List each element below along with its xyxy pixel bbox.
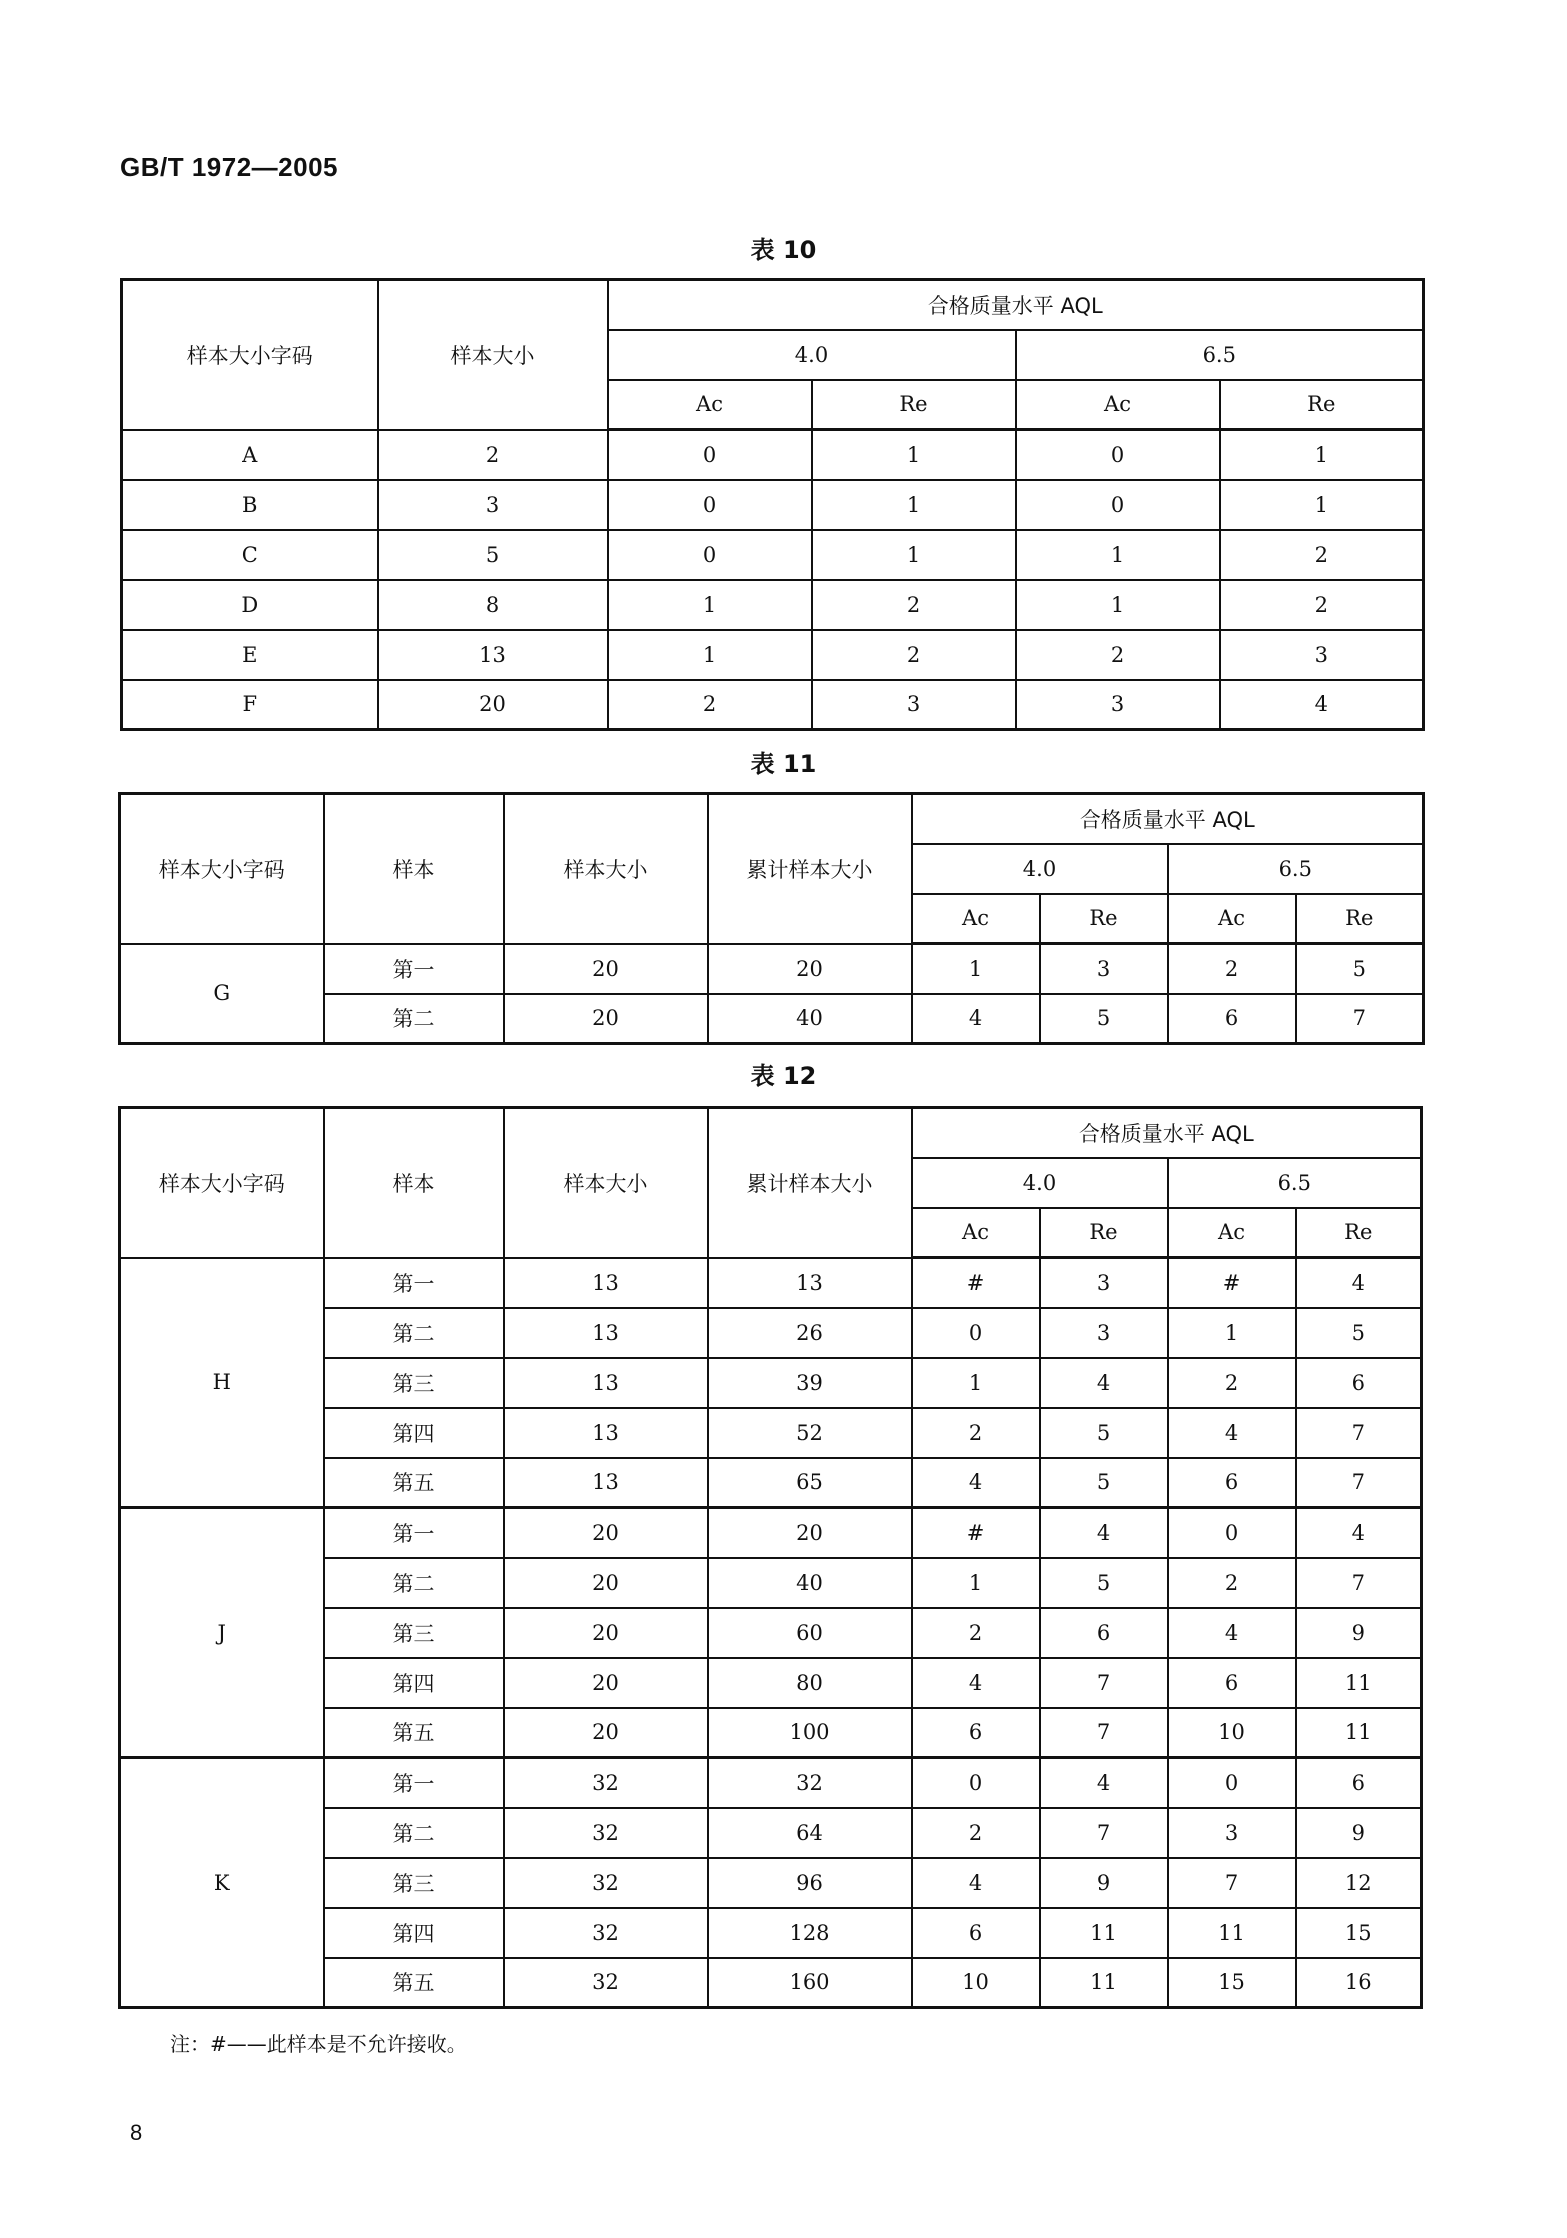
table-row: [122, 530, 1424, 580]
header-size: 样本大小: [378, 280, 608, 430]
size-cell: 20: [504, 1608, 708, 1658]
code-cell: G: [120, 944, 324, 1044]
table12-note: 注：#——此样本是不允许接收。: [170, 2032, 467, 2056]
re-cell: 15: [1296, 1908, 1422, 1958]
table10-caption: 表 10: [750, 236, 817, 264]
cumulative-cell: 96: [708, 1858, 912, 1908]
sample-cell: 第一: [324, 1258, 504, 1308]
sample-cell: 第三: [324, 1358, 504, 1408]
re-cell: 4: [1296, 1258, 1422, 1308]
ac-cell: 10: [1168, 1708, 1296, 1758]
size-cell: 32: [504, 1808, 708, 1858]
size-cell: 13: [504, 1358, 708, 1408]
header-ac: Ac: [912, 894, 1040, 944]
size-cell: 20: [504, 1508, 708, 1558]
re-cell: 7: [1296, 994, 1424, 1044]
table-row: [122, 480, 1424, 530]
page-number: 8: [130, 2120, 143, 2145]
cumulative-cell: 20: [708, 1508, 912, 1558]
re-cell: 6: [1296, 1358, 1422, 1408]
ac-cell: 10: [912, 1958, 1040, 2008]
ac-cell: 6: [1168, 1458, 1296, 1508]
re-cell: 6: [1040, 1608, 1168, 1658]
size-cell: 20: [504, 944, 708, 994]
ac-cell: 3: [1168, 1808, 1296, 1858]
ac-cell: 6: [912, 1908, 1040, 1958]
ac-cell: 0: [608, 480, 812, 530]
ac-cell: #: [912, 1508, 1040, 1558]
header-cumulative: 累计样本大小: [708, 794, 912, 944]
re-cell: 7: [1040, 1708, 1168, 1758]
ac-cell: 0: [608, 430, 812, 480]
re-cell: 9: [1296, 1808, 1422, 1858]
re-cell: 6: [1296, 1758, 1422, 1808]
standard-number: GB/T 1972—2005: [120, 152, 339, 182]
ac-cell: #: [1168, 1258, 1296, 1308]
re-cell: 5: [1040, 994, 1168, 1044]
header-aql-level: 4.0: [912, 1158, 1168, 1208]
ac-cell: 7: [1168, 1858, 1296, 1908]
re-cell: 2: [812, 630, 1016, 680]
ac-cell: 6: [1168, 1658, 1296, 1708]
header-aql-level: 6.5: [1168, 1158, 1422, 1208]
size-cell: 32: [504, 1958, 708, 2008]
cumulative-cell: 52: [708, 1408, 912, 1458]
re-cell: 12: [1296, 1858, 1422, 1908]
sample-cell: 第五: [324, 1958, 504, 2008]
re-cell: 4: [1040, 1358, 1168, 1408]
size-cell: 13: [504, 1308, 708, 1358]
table-row: [122, 430, 1424, 480]
header-code: 样本大小字码: [122, 280, 378, 430]
re-cell: 1: [812, 430, 1016, 480]
code-cell: A: [122, 430, 378, 480]
sample-cell: 第四: [324, 1658, 504, 1708]
code-cell: C: [122, 530, 378, 580]
re-cell: 2: [1220, 580, 1424, 630]
re-cell: 11: [1040, 1958, 1168, 2008]
ac-cell: #: [912, 1258, 1040, 1308]
re-cell: 1: [812, 530, 1016, 580]
size-cell: 8: [378, 580, 608, 630]
code-cell: F: [122, 680, 378, 730]
cumulative-cell: 13: [708, 1258, 912, 1308]
header-re: Re: [1040, 1208, 1168, 1258]
ac-cell: 6: [912, 1708, 1040, 1758]
sample-cell: 第四: [324, 1408, 504, 1458]
ac-cell: 1: [608, 580, 812, 630]
sample-cell: 第二: [324, 994, 504, 1044]
table-row: [120, 1758, 1422, 1808]
cumulative-cell: 20: [708, 944, 912, 994]
ac-cell: 0: [1016, 480, 1220, 530]
header-aql-level: 4.0: [608, 330, 1016, 380]
re-cell: 3: [812, 680, 1016, 730]
size-cell: 20: [504, 1558, 708, 1608]
re-cell: 2: [812, 580, 1016, 630]
re-cell: 5: [1040, 1558, 1168, 1608]
header-aql: 合格质量水平 AQL: [912, 1108, 1422, 1158]
table11: [118, 792, 1425, 1045]
header-ac: Ac: [608, 380, 812, 430]
ac-cell: 1: [1016, 580, 1220, 630]
ac-cell: 4: [912, 1658, 1040, 1708]
size-cell: 20: [378, 680, 608, 730]
re-cell: 11: [1040, 1908, 1168, 1958]
re-cell: 9: [1040, 1858, 1168, 1908]
sample-cell: 第二: [324, 1808, 504, 1858]
table10: [120, 278, 1425, 731]
ac-cell: 15: [1168, 1958, 1296, 2008]
header-cumulative: 累计样本大小: [708, 1108, 912, 1258]
size-cell: 5: [378, 530, 608, 580]
ac-cell: 0: [608, 530, 812, 580]
ac-cell: 2: [1168, 1358, 1296, 1408]
cumulative-cell: 65: [708, 1458, 912, 1508]
ac-cell: 1: [1016, 530, 1220, 580]
cumulative-cell: 40: [708, 1558, 912, 1608]
sample-cell: 第一: [324, 1508, 504, 1558]
sample-cell: 第二: [324, 1558, 504, 1608]
header-ac: Ac: [1168, 1208, 1296, 1258]
table-row: [120, 944, 1424, 994]
re-cell: 11: [1296, 1658, 1422, 1708]
re-cell: 3: [1040, 944, 1168, 994]
re-cell: 4: [1220, 680, 1424, 730]
re-cell: 9: [1296, 1608, 1422, 1658]
table-row: [122, 680, 1424, 730]
size-cell: 13: [504, 1408, 708, 1458]
ac-cell: 4: [1168, 1408, 1296, 1458]
ac-cell: 0: [1168, 1758, 1296, 1808]
re-cell: 4: [1296, 1508, 1422, 1558]
code-cell: K: [120, 1758, 324, 2008]
sample-cell: 第五: [324, 1458, 504, 1508]
header-aql-level: 4.0: [912, 844, 1168, 894]
ac-cell: 11: [1168, 1908, 1296, 1958]
table12-caption: 表 12: [750, 1062, 817, 1090]
header-aql-level: 6.5: [1016, 330, 1424, 380]
header-code: 样本大小字码: [120, 1108, 324, 1258]
header-re: Re: [812, 380, 1016, 430]
table11-caption: 表 11: [750, 750, 817, 778]
ac-cell: 0: [1168, 1508, 1296, 1558]
ac-cell: 4: [912, 1458, 1040, 1508]
cumulative-cell: 160: [708, 1958, 912, 2008]
ac-cell: 1: [912, 1358, 1040, 1408]
re-cell: 5: [1040, 1408, 1168, 1458]
size-cell: 13: [378, 630, 608, 680]
header-ac: Ac: [1168, 894, 1296, 944]
ac-cell: 6: [1168, 994, 1296, 1044]
ac-cell: 1: [1168, 1308, 1296, 1358]
re-cell: 5: [1296, 1308, 1422, 1358]
ac-cell: 2: [912, 1808, 1040, 1858]
header-re: Re: [1296, 894, 1424, 944]
table-row: [120, 1258, 1422, 1308]
ac-cell: 2: [1168, 1558, 1296, 1608]
re-cell: 3: [1040, 1308, 1168, 1358]
table12: [118, 1106, 1423, 2009]
re-cell: 4: [1040, 1758, 1168, 1808]
ac-cell: 2: [912, 1608, 1040, 1658]
ac-cell: 2: [1168, 944, 1296, 994]
header-size: 样本大小: [504, 1108, 708, 1258]
header-aql-level: 6.5: [1168, 844, 1424, 894]
re-cell: 11: [1296, 1708, 1422, 1758]
header-sample: 样本: [324, 794, 504, 944]
size-cell: 20: [504, 994, 708, 1044]
cumulative-cell: 32: [708, 1758, 912, 1808]
re-cell: 1: [812, 480, 1016, 530]
code-cell: E: [122, 630, 378, 680]
re-cell: 5: [1296, 944, 1424, 994]
header-code: 样本大小字码: [120, 794, 324, 944]
ac-cell: 1: [912, 944, 1040, 994]
code-cell: B: [122, 480, 378, 530]
re-cell: 3: [1220, 630, 1424, 680]
sample-cell: 第三: [324, 1608, 504, 1658]
re-cell: 7: [1040, 1808, 1168, 1858]
size-cell: 32: [504, 1758, 708, 1808]
header-size: 样本大小: [504, 794, 708, 944]
ac-cell: 1: [608, 630, 812, 680]
cumulative-cell: 26: [708, 1308, 912, 1358]
size-cell: 3: [378, 480, 608, 530]
re-cell: 2: [1220, 530, 1424, 580]
re-cell: 7: [1296, 1558, 1422, 1608]
size-cell: 32: [504, 1858, 708, 1908]
header-re: Re: [1040, 894, 1168, 944]
size-cell: 13: [504, 1458, 708, 1508]
ac-cell: 3: [1016, 680, 1220, 730]
re-cell: 7: [1296, 1408, 1422, 1458]
cumulative-cell: 100: [708, 1708, 912, 1758]
code-cell: H: [120, 1258, 324, 1508]
ac-cell: 2: [1016, 630, 1220, 680]
cumulative-cell: 39: [708, 1358, 912, 1408]
sample-cell: 第五: [324, 1708, 504, 1758]
re-cell: 16: [1296, 1958, 1422, 2008]
ac-cell: 0: [912, 1308, 1040, 1358]
re-cell: 4: [1040, 1508, 1168, 1558]
sample-cell: 第一: [324, 1758, 504, 1808]
size-cell: 13: [504, 1258, 708, 1308]
re-cell: 7: [1296, 1458, 1422, 1508]
sample-cell: 第一: [324, 944, 504, 994]
header-ac: Ac: [912, 1208, 1040, 1258]
header-re: Re: [1220, 380, 1424, 430]
cumulative-cell: 40: [708, 994, 912, 1044]
ac-cell: 2: [912, 1408, 1040, 1458]
sample-cell: 第三: [324, 1858, 504, 1908]
cumulative-cell: 64: [708, 1808, 912, 1858]
size-cell: 2: [378, 430, 608, 480]
table-row: [122, 630, 1424, 680]
ac-cell: 2: [608, 680, 812, 730]
ac-cell: 0: [912, 1758, 1040, 1808]
size-cell: 20: [504, 1658, 708, 1708]
ac-cell: 4: [1168, 1608, 1296, 1658]
sample-cell: 第四: [324, 1908, 504, 1958]
header-aql: 合格质量水平 AQL: [912, 794, 1424, 844]
header-aql: 合格质量水平 AQL: [608, 280, 1424, 330]
size-cell: 32: [504, 1908, 708, 1958]
header-ac: Ac: [1016, 380, 1220, 430]
header-sample: 样本: [324, 1108, 504, 1258]
ac-cell: 1: [912, 1558, 1040, 1608]
cumulative-cell: 128: [708, 1908, 912, 1958]
code-cell: D: [122, 580, 378, 630]
re-cell: 3: [1040, 1258, 1168, 1308]
re-cell: 5: [1040, 1458, 1168, 1508]
re-cell: 1: [1220, 480, 1424, 530]
header-re: Re: [1296, 1208, 1422, 1258]
table-row: [120, 1508, 1422, 1558]
cumulative-cell: 60: [708, 1608, 912, 1658]
sample-cell: 第二: [324, 1308, 504, 1358]
ac-cell: 4: [912, 1858, 1040, 1908]
table-row: [122, 580, 1424, 630]
re-cell: 7: [1040, 1658, 1168, 1708]
cumulative-cell: 80: [708, 1658, 912, 1708]
size-cell: 20: [504, 1708, 708, 1758]
ac-cell: 0: [1016, 430, 1220, 480]
ac-cell: 4: [912, 994, 1040, 1044]
re-cell: 1: [1220, 430, 1424, 480]
code-cell: J: [120, 1508, 324, 1758]
